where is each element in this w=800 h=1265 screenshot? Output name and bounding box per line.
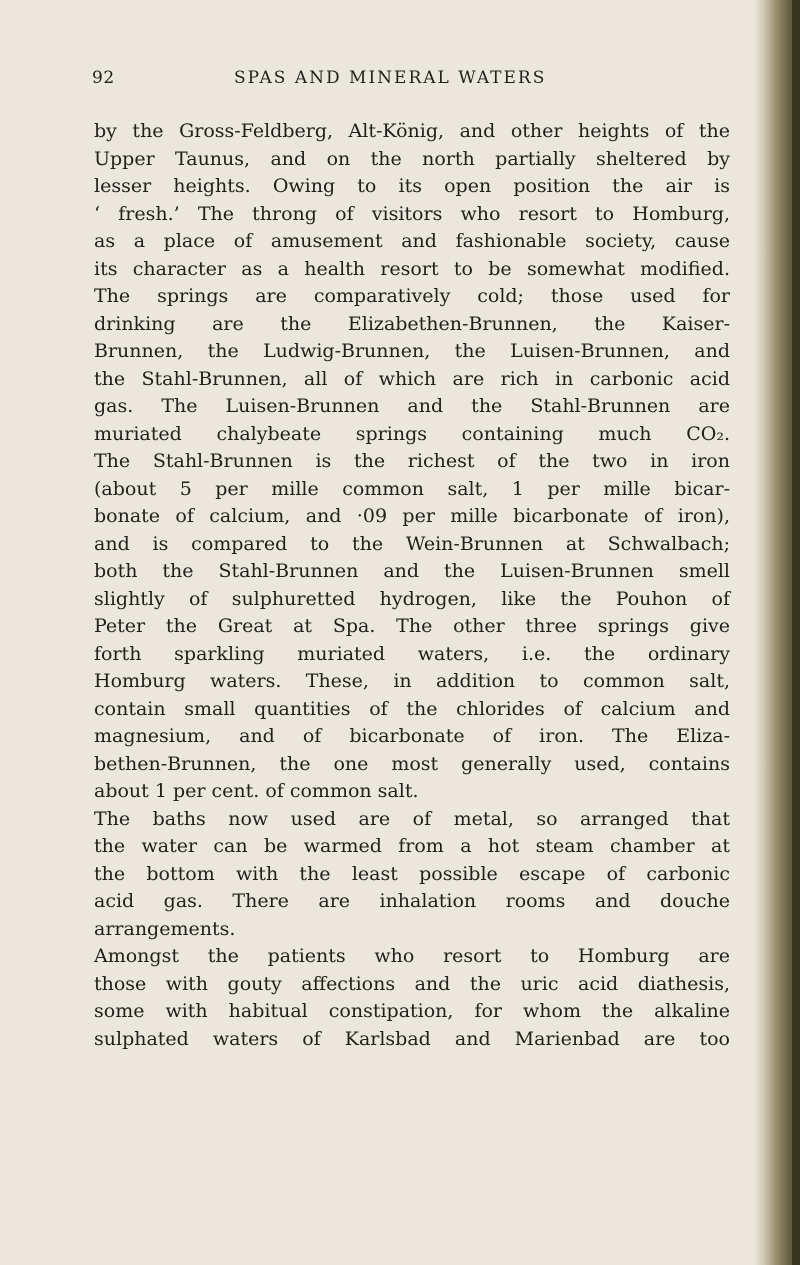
text-line: the Stahl-Brunnen, all of which are rich in carbonic acid [94, 367, 730, 390]
text-line: its character as a health resort to be somewhat modified. [94, 257, 730, 280]
text-line: and is compared to the Wein-Brunnen at Schwalbach; [94, 532, 730, 555]
text-line: acid gas. There are inhalation rooms and douche [94, 890, 730, 912]
text-line: Homburg waters. These, in addition to common salt, [94, 670, 730, 692]
text-line: contain small quantities of the chlorides of calcium and [94, 697, 730, 720]
text-line: Brunnen, the Ludwig-Brunnen, the Luisen-Brunnen, and [94, 340, 730, 362]
text-line: Amongst the patients who resort to Homburg are [94, 945, 730, 967]
text-line: gas. The Luisen-Brunnen and the Stahl-Brunnen are [94, 395, 730, 417]
text-line: the bottom with the least possible escape of carbonic [94, 862, 730, 885]
text-line: The Stahl-Brunnen is the richest of the two in iron [94, 450, 730, 472]
text-line: (about 5 per mille common salt, 1 per mille bicar- [94, 477, 730, 500]
text-line: some with habitual constipation, for whom the alkaline [94, 1000, 730, 1022]
text-line: bonate of calcium, and ·09 per mille bicarbonate of iron), [94, 505, 730, 527]
text-line: arrangements. [94, 917, 236, 940]
running-title: SPAS AND MINERAL WATERS [234, 68, 547, 88]
text-line: ‘ fresh.’ The throng of visitors who resort to Homburg, [94, 202, 730, 225]
text-line: magnesium, and of bicarbonate of iron. The Eliza- [94, 725, 730, 747]
book-spine-shadow [754, 0, 800, 1265]
text-line: those with gouty affections and the uric acid diathesis, [94, 972, 730, 995]
text-line: The springs are comparatively cold; those used for [94, 285, 730, 307]
text-line: drinking are the Elizabethen-Brunnen, the Kaiser- [94, 312, 730, 335]
text-line: both the Stahl-Brunnen and the Luisen-Brunnen smell [94, 560, 730, 582]
text-line: about 1 per cent. of common salt. [94, 780, 419, 802]
text-line: lesser heights. Owing to its open position the air is [94, 175, 730, 197]
body-text [94, 118, 730, 1053]
text-line: slightly of sulphuretted hydrogen, like the Pouhon of [94, 587, 730, 610]
page-header [92, 68, 732, 92]
page-number: 92 [92, 68, 115, 88]
text-line: muriated chalybeate springs containing much CO₂. [94, 422, 730, 445]
text-line: as a place of amusement and fashionable society, cause [94, 230, 730, 252]
text-line: by the Gross-Feldberg, Alt-König, and other heights of the [94, 120, 730, 142]
text-line: Peter the Great at Spa. The other three springs give [94, 615, 730, 637]
book-spine-edge [792, 0, 800, 1265]
text-line: forth sparkling muriated waters, i.e. the ordinary [94, 642, 730, 665]
text-line: sulphated waters of Karlsbad and Marienbad are too [94, 1027, 730, 1050]
text-line: the water can be warmed from a hot steam chamber at [94, 835, 730, 857]
text-line: bethen-Brunnen, the one most generally used, contains [94, 752, 730, 775]
text-line: The baths now used are of metal, so arranged that [94, 807, 730, 830]
text-line: Upper Taunus, and on the north partially sheltered by [94, 147, 730, 170]
